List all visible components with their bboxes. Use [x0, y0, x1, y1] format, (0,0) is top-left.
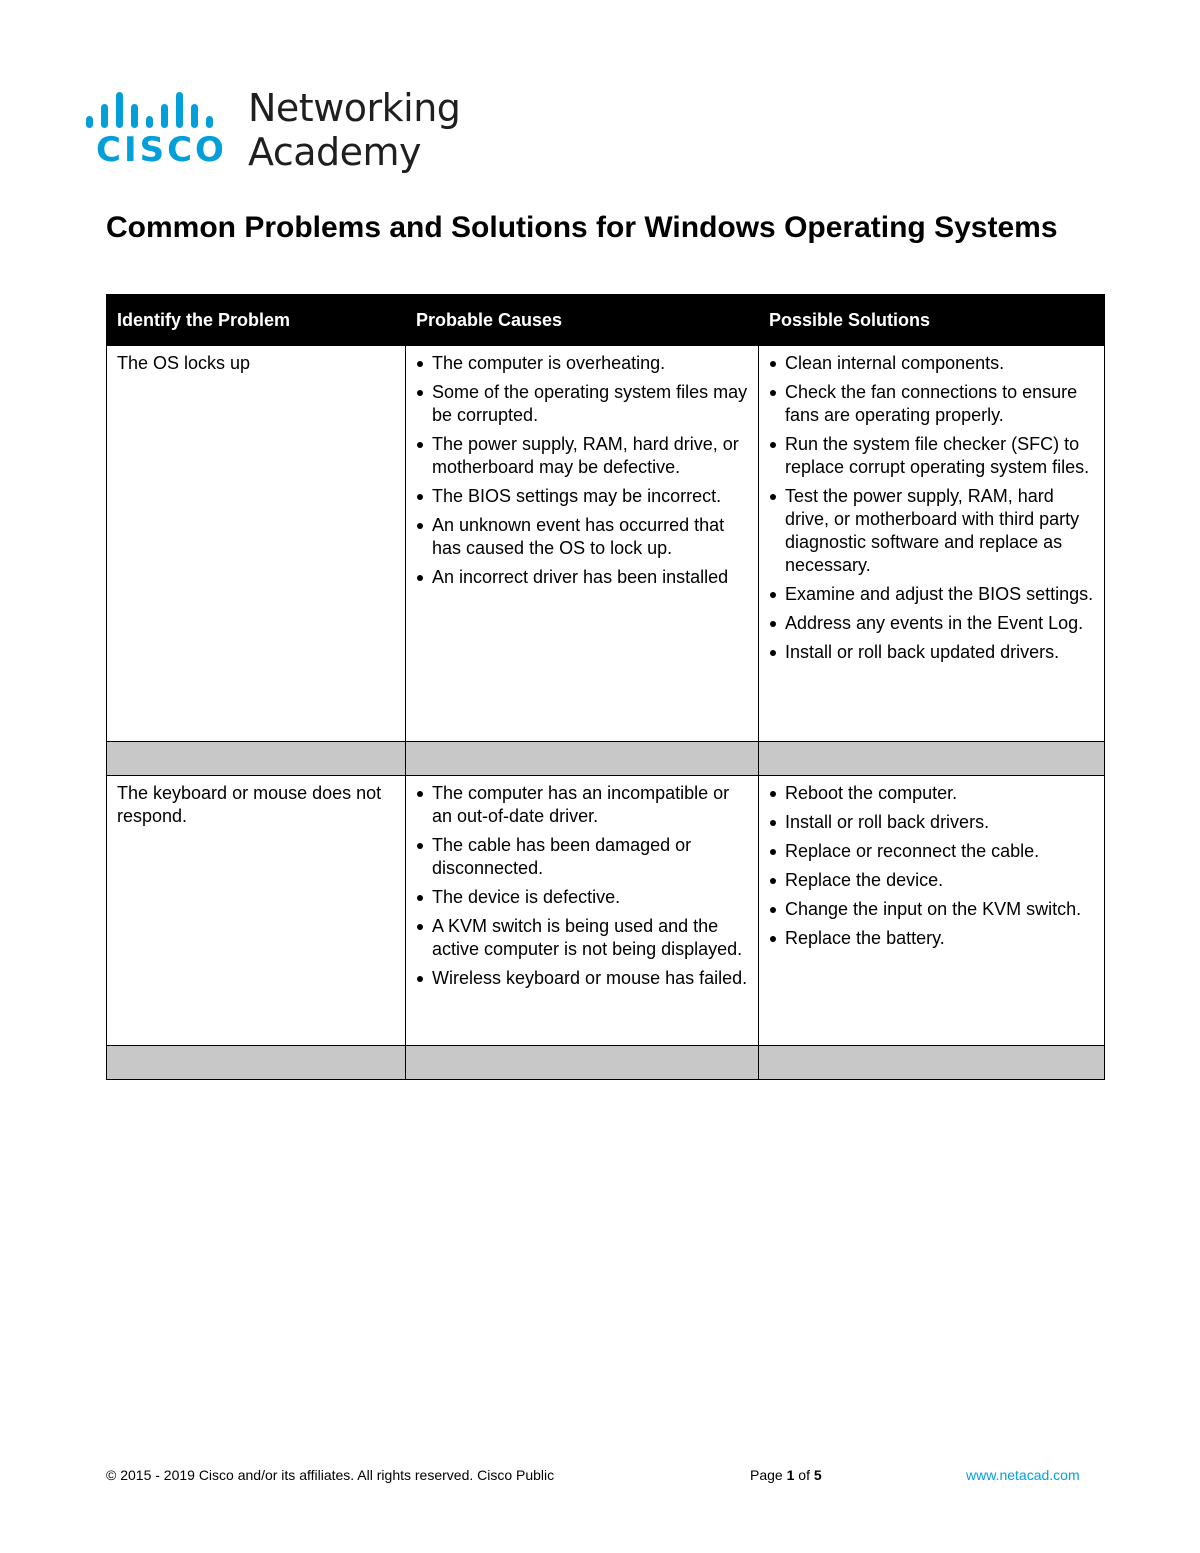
- list-item: Test the power supply, RAM, hard drive, or motherboard with third party diagnostic software and replace as necessary.: [769, 485, 1096, 577]
- list-item: A KVM switch is being used and the active computer is not being displayed.: [416, 915, 750, 961]
- logo-networking-text: Networking: [248, 86, 461, 130]
- solutions-list: [769, 782, 1096, 950]
- table-separator-row: [107, 1046, 1105, 1080]
- causes-list: [416, 352, 750, 589]
- logo-bar: [161, 104, 168, 128]
- list-item: Address any events in the Event Log.: [769, 612, 1096, 635]
- page-current: 1: [786, 1467, 795, 1483]
- page-prefix: Page: [750, 1467, 787, 1483]
- table-separator-row: [107, 742, 1105, 776]
- logo-bar: [191, 104, 198, 128]
- logo-bar: [146, 116, 153, 128]
- header-probable-causes: Probable Causes: [406, 295, 759, 346]
- list-item: Install or roll back updated drivers.: [769, 641, 1096, 664]
- logo-bar: [176, 92, 183, 128]
- causes-list: [416, 782, 750, 990]
- header-possible-solutions: Possible Solutions: [759, 295, 1105, 346]
- problem-cell: The keyboard or mouse does not respond.: [107, 776, 406, 1046]
- networking-academy-wordmark: [248, 86, 460, 174]
- footer-page-number: [750, 1466, 822, 1484]
- problems-solutions-table: [106, 294, 1105, 1080]
- list-item: Examine and adjust the BIOS settings.: [769, 583, 1096, 606]
- problem-cell: The OS locks up: [107, 346, 406, 742]
- list-item: Some of the operating system files may be corrupted.: [416, 381, 750, 427]
- logo-bar: [86, 116, 93, 128]
- separator-cell: [759, 1046, 1105, 1080]
- list-item: Check the fan connections to ensure fans are operating properly.: [769, 381, 1096, 427]
- list-item: Install or roll back drivers.: [769, 811, 1096, 834]
- list-item: Reboot the computer.: [769, 782, 1096, 805]
- header-identify-problem: Identify the Problem: [107, 295, 406, 346]
- page-total: 5: [813, 1467, 822, 1483]
- netacad-link[interactable]: www.netacad.com: [966, 1467, 1080, 1483]
- page-of: of: [794, 1467, 814, 1483]
- separator-cell: [406, 1046, 759, 1080]
- table-row: [107, 346, 1105, 742]
- list-item: The power supply, RAM, hard drive, or motherboard may be defective.: [416, 433, 750, 479]
- list-item: Run the system file checker (SFC) to replace corrupt operating system files.: [769, 433, 1096, 479]
- list-item: Wireless keyboard or mouse has failed.: [416, 967, 750, 990]
- list-item: The computer is overheating.: [416, 352, 750, 375]
- table-row: [107, 776, 1105, 1046]
- list-item: The device is defective.: [416, 886, 750, 909]
- logo-bar: [206, 116, 213, 128]
- cisco-wordmark: CISCO: [96, 130, 227, 170]
- table-header-row: [107, 295, 1105, 346]
- cisco-networking-academy-logo: [86, 86, 486, 186]
- list-item: An unknown event has occurred that has caused the OS to lock up.: [416, 514, 750, 560]
- solutions-cell: [759, 346, 1105, 742]
- logo-bar: [116, 92, 123, 128]
- footer-copyright: © 2015 - 2019 Cisco and/or its affiliates. All rights reserved. Cisco Public: [106, 1467, 555, 1483]
- cisco-bars-icon: [86, 86, 236, 128]
- logo-academy-text: Academy: [248, 130, 422, 174]
- logo-bar: [131, 104, 138, 128]
- separator-cell: [759, 742, 1105, 776]
- separator-cell: [406, 742, 759, 776]
- list-item: Change the input on the KVM switch.: [769, 898, 1096, 921]
- list-item: Replace the device.: [769, 869, 1096, 892]
- list-item: Replace or reconnect the cable.: [769, 840, 1096, 863]
- list-item: An incorrect driver has been installed: [416, 566, 750, 589]
- list-item: The computer has an incompatible or an out-of-date driver.: [416, 782, 750, 828]
- causes-cell: [406, 776, 759, 1046]
- solutions-list: [769, 352, 1096, 664]
- logo-bar: [101, 104, 108, 128]
- list-item: Replace the battery.: [769, 927, 1096, 950]
- list-item: The cable has been damaged or disconnected.: [416, 834, 750, 880]
- page-title: Common Problems and Solutions for Windows Operating Systems: [106, 211, 1058, 244]
- separator-cell: [107, 1046, 406, 1080]
- causes-cell: [406, 346, 759, 742]
- list-item: The BIOS settings may be incorrect.: [416, 485, 750, 508]
- solutions-cell: [759, 776, 1105, 1046]
- separator-cell: [107, 742, 406, 776]
- list-item: Clean internal components.: [769, 352, 1096, 375]
